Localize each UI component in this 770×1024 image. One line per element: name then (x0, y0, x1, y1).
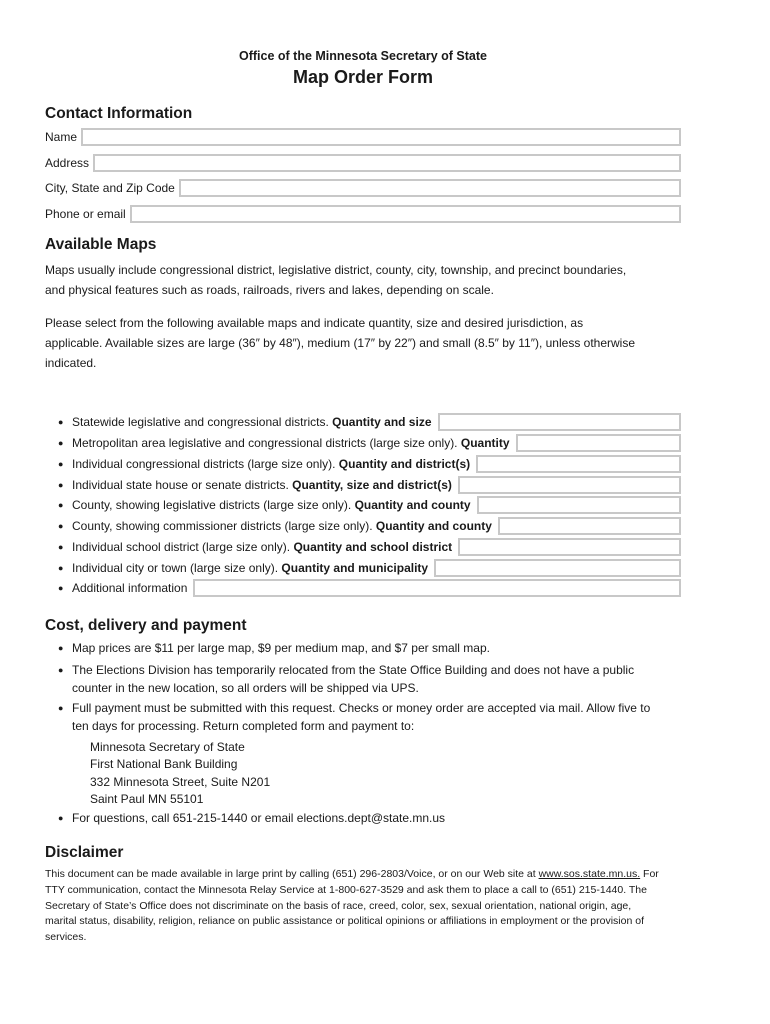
city-state-zip-field[interactable] (179, 179, 681, 197)
cost-item-text: counter in the new location, so all orders will be shipped via UPS. (72, 681, 419, 695)
mailing-address-line: 332 Minnesota Street, Suite N201 (90, 775, 271, 789)
maps-instr-line3: indicated. (45, 356, 97, 370)
map-option-row (45, 537, 681, 557)
map-option-prompt: Quantity and county (354, 498, 471, 512)
bullet-icon: ● (58, 438, 64, 448)
map-option-text: Individual congressional districts (large size only). (72, 457, 339, 471)
metro-quantity-field[interactable] (516, 434, 681, 452)
municipality-field[interactable] (434, 559, 681, 577)
map-option-row (45, 412, 681, 432)
map-option-text: Additional information (72, 581, 188, 595)
disclaimer-line: For (640, 868, 659, 880)
cost-item (45, 809, 685, 827)
cost-item-text: For questions, call 651-215-1440 or email elections.dept@state.mn.us (72, 811, 446, 825)
mailing-address-line: First National Bank Building (90, 757, 238, 771)
bullet-icon: ● (58, 480, 64, 490)
map-option-prompt: Quantity and district(s) (338, 457, 471, 471)
address-row (45, 152, 681, 174)
map-option-prompt: Quantity and county (375, 519, 492, 533)
map-option-row (45, 475, 681, 495)
city-row (45, 177, 681, 199)
map-option-row (45, 495, 681, 515)
disclaimer-line: services. (45, 931, 87, 944)
map-option-row (45, 516, 681, 536)
bullet-icon: ● (58, 521, 64, 531)
bullet-icon: ● (58, 703, 64, 713)
disclaimer-line: marital status, disability, religion, reliance on public assistance or political opinions or affiliations in employment or the provision of (45, 915, 644, 928)
county-commissioner-field[interactable] (498, 517, 681, 535)
house-senate-district-field[interactable] (458, 476, 681, 494)
city-label: City, State and Zip Code (45, 181, 175, 195)
cost-item-text: The Elections Division has temporarily relocated from the State Office Building and does not have a public (72, 663, 635, 677)
website-link[interactable]: www.sos.state.mn.us. (538, 868, 641, 880)
map-option-row (45, 558, 681, 578)
congressional-district-field[interactable] (476, 455, 681, 473)
cost-item (45, 661, 685, 697)
office-name: Office of the Minnesota Secretary of State (239, 49, 487, 63)
maps-desc-line1: Maps usually include congressional district, legislative district, county, city, township, and precinct boundaries, (45, 263, 627, 277)
county-legislative-field[interactable] (477, 496, 681, 514)
map-option-row (45, 433, 681, 453)
maps-instr-line1: Please select from the following available maps and indicate quantity, size and desired jurisdiction, as (45, 316, 584, 330)
bullet-icon: ● (58, 542, 64, 552)
cost-item-text: Map prices are $11 per large map, $9 per medium map, and $7 per small map. (72, 641, 490, 655)
maps-instr-line2: applicable. Available sizes are large (36″ by 48″), medium (17″ by 22″) and small (8.5″ by 11″), unless otherwise (45, 336, 636, 350)
page-title: Map Order Form (292, 67, 434, 87)
additional-information-field[interactable] (193, 579, 681, 597)
name-field[interactable] (81, 128, 681, 146)
phone-row (45, 203, 681, 225)
school-district-field[interactable] (458, 538, 681, 556)
map-option-text: Metropolitan area legislative and congressional districts (large size only). (72, 436, 461, 450)
maps-instructions (45, 313, 675, 373)
name-row (45, 126, 681, 148)
maps-description (45, 260, 675, 300)
map-option-text: Individual city or town (large size only). (72, 561, 282, 575)
map-option-text: Individual state house or senate districts. (72, 478, 293, 492)
available-maps-heading: Available Maps (45, 236, 157, 253)
bullet-icon: ● (58, 813, 64, 823)
map-option-text: County, showing commissioner districts (large size only). (72, 519, 376, 533)
map-option-prompt: Quantity and size (332, 415, 432, 429)
disclaimer-text (45, 867, 725, 946)
contact-heading: Contact Information (45, 105, 193, 122)
disclaimer-heading: Disclaimer (45, 844, 124, 861)
disclaimer-line: This document can be made available in large print by calling (651) 296-2803/Voice, or on our Web site at (45, 868, 539, 880)
bullet-icon: ● (58, 563, 64, 573)
name-label: Name (45, 130, 78, 144)
cost-item (45, 639, 685, 657)
address-label: Address (45, 156, 90, 170)
cost-item-text: Full payment must be submitted with this request. Checks or money order are accepted via mail. Allow five to (72, 701, 651, 715)
map-option-prompt: Quantity and municipality (281, 561, 429, 575)
statewide-quantity-size-field[interactable] (438, 413, 682, 431)
maps-desc-line2: and physical features such as roads, railroads, rivers and lakes, depending on scale. (45, 283, 494, 297)
map-option-text: County, showing legislative districts (large size only). (72, 498, 355, 512)
mailing-address-line: Saint Paul MN 55101 (90, 792, 204, 806)
map-option-prompt: Quantity (460, 436, 510, 450)
bullet-icon: ● (58, 417, 64, 427)
bullet-icon: ● (58, 583, 64, 593)
map-option-text: Individual school district (large size only). (72, 540, 294, 554)
bullet-icon: ● (58, 500, 64, 510)
cost-item-text: ten days for processing. Return completed form and payment to: (72, 719, 415, 733)
disclaimer-line: Secretary of State’s Office does not discriminate on the basis of race, creed, color, sex, sexual orientation, national origin, age, (45, 899, 632, 912)
cost-item (45, 699, 685, 735)
map-option-row (45, 454, 681, 474)
mailing-address-line: Minnesota Secretary of State (90, 740, 245, 754)
disclaimer-line: TTY communication, contact the Minnesota Relay Service at 1-800-627-3529 and ask them to place a call to (651) 215-1440. The (45, 883, 647, 896)
bullet-icon: ● (58, 643, 64, 653)
map-option-text: Statewide legislative and congressional districts. (72, 415, 333, 429)
phone-email-field[interactable] (130, 205, 681, 223)
cost-heading: Cost, delivery and payment (45, 617, 247, 634)
map-option-prompt: Quantity and school district (293, 540, 453, 554)
address-field[interactable] (93, 154, 681, 172)
bullet-icon: ● (58, 459, 64, 469)
map-option-prompt: Quantity, size and district(s) (292, 478, 452, 492)
bullet-icon: ● (58, 665, 64, 675)
phone-label: Phone or email (45, 207, 126, 221)
map-option-row (45, 578, 681, 598)
